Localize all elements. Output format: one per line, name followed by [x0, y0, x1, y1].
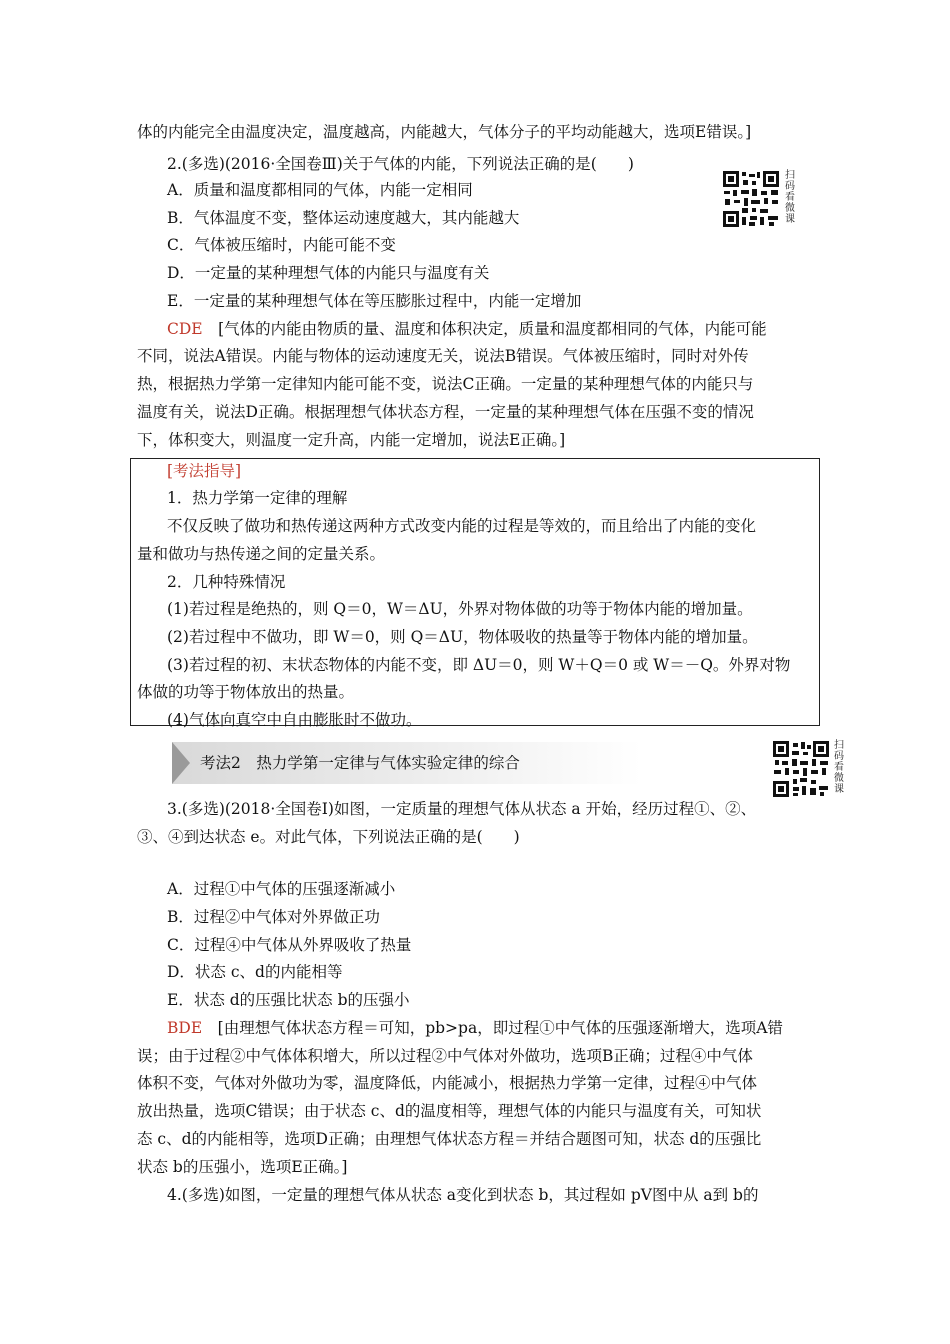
guide-case-3-cont: 体做的功等于物体放出的热量。	[137, 683, 355, 701]
answer-line	[167, 1018, 783, 1038]
guide-case-3: (3)若过程的初、末状态物体的内能不变，即 ΔU＝0，则 W＋Q＝0 或 W＝－Q。外界对物	[167, 656, 791, 674]
question-4-stem: 4.(多选)如图，一定量的理想气体从状态 a变化到状态 b，其过程如 pV图中从 a到 b的	[167, 1186, 759, 1204]
explanation-text: [由理想气体状态方程＝可知，pb>pa，即过程①中气体的压强逐渐增大，选项A错	[217, 1019, 783, 1037]
explanation-line: 体积不变，气体对外做功为零，温度降低，内能减小，根据热力学第一定律，过程④中气体	[137, 1074, 758, 1092]
explanation-line: 误；由于过程②中气体体积增大，所以过程②中气体对外做功，选项B正确；过程④中气体	[137, 1047, 753, 1065]
guide-case-1: (1)若过程是绝热的，则 Q＝0，W＝ΔU，外界对物体做的功等于物体内能的增加量。	[167, 600, 753, 618]
explanation-line: 放出热量，选项C错误；由于状态 c、d的温度相等，理想气体的内能只与温度有关，可知状	[137, 1102, 762, 1120]
qr-code-icon[interactable]	[772, 740, 830, 798]
explanation-text: [气体的内能由物质的量、温度和体积决定，质量和温度都相同的气体，内能可能	[218, 320, 767, 338]
option-a: A．过程①中气体的压强逐渐减小	[167, 880, 396, 898]
banner-arrow-icon	[172, 742, 190, 784]
question-2-stem: 2.(多选)(2016·全国卷Ⅲ)关于气体的内能，下列说法正确的是( )	[167, 155, 634, 173]
answer-line	[167, 319, 767, 339]
guide-text: 不仅反映了做功和热传递这两种方式改变内能的过程是等效的，而且给出了内能的变化	[167, 517, 757, 535]
explanation-line: 不同，说法A错误。内能与物体的运动速度无关，说法B错误。气体被压缩时，同时对外传	[137, 347, 749, 365]
explanation-line: 热，根据热力学第一定律知内能可能不变，说法C正确。一定量的某种理想气体的内能只与	[137, 375, 754, 393]
explanation-line: 温度有关，说法D正确。根据理想气体状态方程，一定量的某种理想气体在压强不变的情况	[137, 403, 754, 421]
guide-heading-2: 2．几种特殊情况	[167, 573, 286, 591]
method-guide-title: [考法指导]	[167, 462, 242, 480]
qr-caption: 扫 码 看 微 课	[785, 170, 795, 225]
text-line: 体的内能完全由温度决定，温度越高，内能越大，气体分子的平均动能越大，选项E错误。]	[137, 123, 752, 141]
option-e: E．状态 d的压强比状态 b的压强小	[167, 991, 410, 1009]
question-3-stem-cont: ③、④到达状态 e。对此气体，下列说法正确的是( )	[137, 828, 520, 846]
explanation-line: 状态 b的压强小，选项E正确。]	[137, 1158, 348, 1176]
guide-case-4: (4)气体向真空中自由膨胀时不做功。	[167, 711, 422, 729]
option-b: B．过程②中气体对外界做正功	[167, 908, 380, 926]
section-title: 考法2 热力学第一定律与气体实验定律的综合	[200, 754, 520, 772]
question-3-stem: 3.(多选)(2018·全国卷Ⅰ)如图，一定质量的理想气体从状态 a 开始，经历过程①、②、	[167, 800, 757, 818]
guide-heading-1: 1．热力学第一定律的理解	[167, 489, 348, 507]
explanation-line: 下，体积变大，则温度一定升高，内能一定增加，说法E正确。]	[137, 431, 566, 449]
option-c: C．过程④中气体从外界吸收了热量	[167, 936, 412, 954]
guide-case-2: (2)若过程中不做功，即 W＝0，则 Q＝ΔU，物体吸收的热量等于物体内能的增加量。	[167, 628, 758, 646]
answer-key: BDE	[167, 1019, 203, 1037]
option-a: A．质量和温度都相同的气体，内能一定相同	[167, 181, 473, 199]
option-d: D．一定量的某种理想气体的内能只与温度有关	[167, 264, 490, 282]
explanation-line: 态 c、d的内能相等，选项D正确；由理想气体状态方程＝并结合题图可知，状态 d的压强比	[137, 1130, 762, 1148]
option-d: D．状态 c、d的内能相等	[167, 963, 343, 981]
qr-caption: 扫 码 看 微 课	[834, 740, 844, 795]
answer-key: CDE	[167, 320, 203, 338]
option-e: E．一定量的某种理想气体在等压膨胀过程中，内能一定增加	[167, 292, 582, 310]
option-b: B．气体温度不变，整体运动速度越大，其内能越大	[167, 209, 520, 227]
option-c: C．气体被压缩时，内能可能不变	[167, 236, 396, 254]
qr-code-icon[interactable]	[722, 170, 780, 228]
guide-text: 量和做功与热传递之间的定量关系。	[137, 545, 386, 563]
